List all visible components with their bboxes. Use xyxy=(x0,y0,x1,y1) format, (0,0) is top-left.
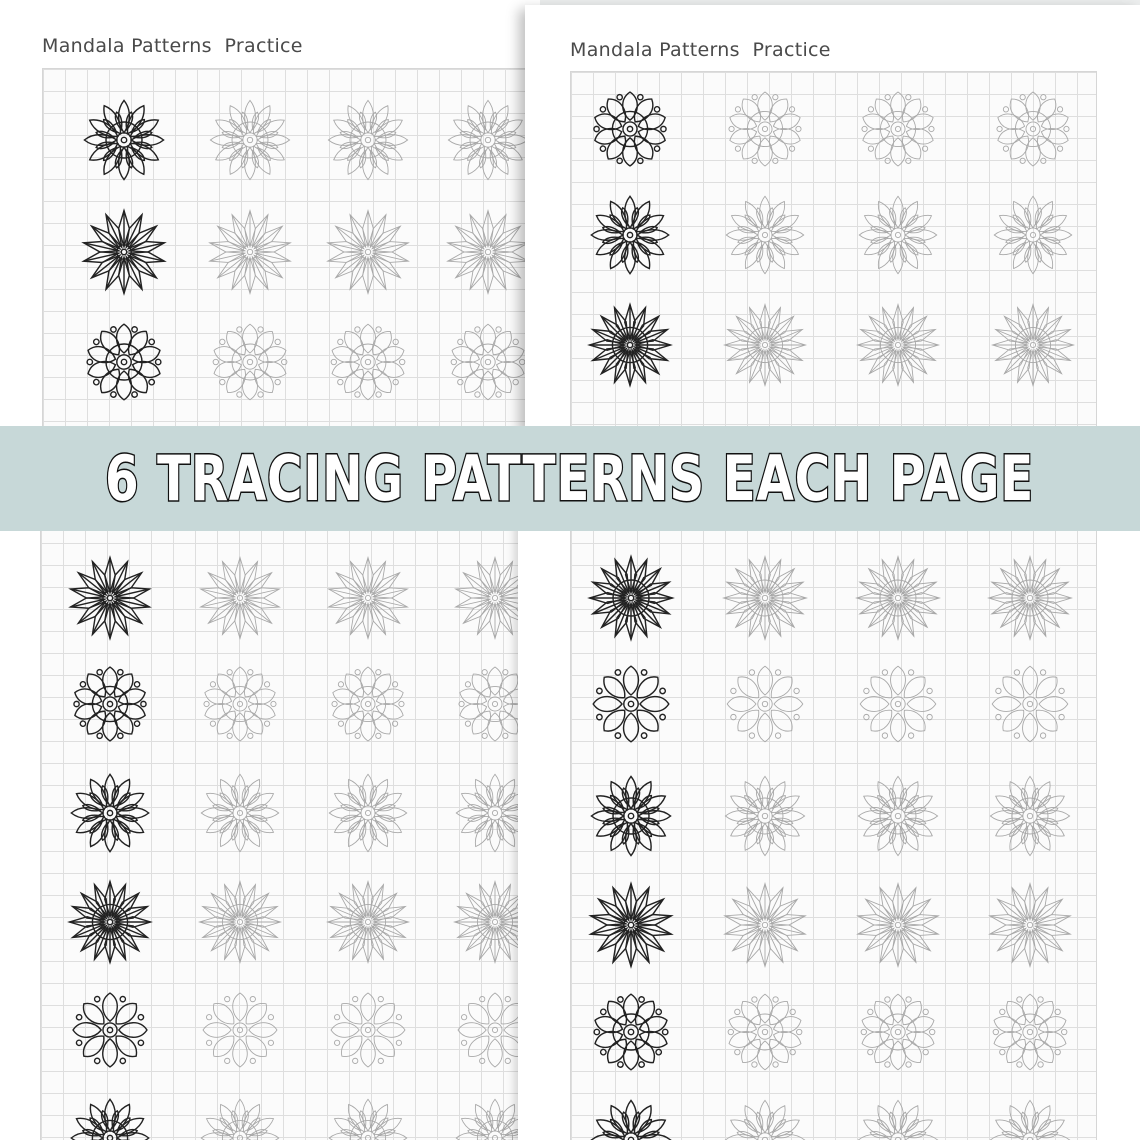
mandala-trace-petal-mandala xyxy=(985,553,1075,643)
mandala-trace-heart-mandala xyxy=(451,878,520,966)
mandala-example-petal-mandala xyxy=(66,769,154,857)
mandala-trace-star-mandala xyxy=(720,1095,810,1140)
mandala-example-heart-mandala xyxy=(586,85,674,173)
banner-text: 6 TRACING PATTERNS EACH PAGE xyxy=(105,442,1035,515)
mandala-trace-petal-mandala xyxy=(720,553,810,643)
mandala-example-compass-mandala xyxy=(586,771,676,861)
page-title: Mandala Patterns Practice xyxy=(42,35,303,57)
mandala-trace-petal-mandala xyxy=(451,769,520,857)
practice-page-bottom-left xyxy=(0,520,520,1140)
mandala-trace-heart-mandala xyxy=(720,659,810,749)
mandala-trace-flower-mandala xyxy=(196,554,284,642)
mandala-trace-lotus-mandala xyxy=(854,301,942,389)
mandala-trace-petal-mandala xyxy=(443,317,533,407)
mandala-trace-flower-mandala xyxy=(323,95,413,185)
mandala-trace-lotus-mandala xyxy=(720,880,810,970)
mandala-trace-lotus-mandala xyxy=(196,1094,284,1140)
mandala-trace-compass-mandala xyxy=(854,191,942,279)
mandala-trace-heart-mandala xyxy=(324,878,412,966)
mandala-trace-flower-mandala xyxy=(205,95,295,185)
mandala-trace-heart-mandala xyxy=(853,659,943,749)
mandala-trace-compass-mandala xyxy=(451,986,520,1074)
mandala-trace-compass-mandala xyxy=(853,771,943,861)
mandala-trace-flower-mandala xyxy=(720,987,810,1077)
mandala-trace-petal-mandala xyxy=(323,317,413,407)
mandala-trace-star-mandala xyxy=(443,207,533,297)
practice-page-top-right xyxy=(525,5,1140,430)
mandala-trace-compass-mandala xyxy=(324,986,412,1074)
page-title: Mandala Patterns Practice xyxy=(570,39,831,61)
mandala-example-star-mandala xyxy=(586,1095,676,1140)
mandala-trace-flower-mandala xyxy=(985,987,1075,1077)
mandala-trace-lotus-mandala xyxy=(853,880,943,970)
mandala-trace-star-mandala xyxy=(324,660,412,748)
mandala-example-flower-mandala xyxy=(66,554,154,642)
mandala-example-petal-mandala xyxy=(586,553,676,643)
mandala-trace-compass-mandala xyxy=(720,771,810,861)
mandala-trace-lotus-mandala xyxy=(451,1094,520,1140)
mandala-trace-heart-mandala xyxy=(989,85,1077,173)
mandala-example-star-mandala xyxy=(79,207,169,297)
mandala-trace-petal-mandala xyxy=(205,317,295,407)
mandala-example-heart-mandala xyxy=(586,659,676,749)
mandala-trace-heart-mandala xyxy=(196,878,284,966)
mandala-example-flower-mandala xyxy=(586,987,676,1077)
practice-page-top-left xyxy=(0,0,540,430)
mandala-trace-petal-mandala xyxy=(324,769,412,857)
mandala-trace-heart-mandala xyxy=(721,85,809,173)
mandala-example-flower-mandala xyxy=(79,95,169,185)
mandala-trace-heart-mandala xyxy=(854,85,942,173)
mandala-trace-petal-mandala xyxy=(853,553,943,643)
mandala-trace-flower-mandala xyxy=(443,95,533,185)
mandala-example-lotus-mandala xyxy=(586,301,674,389)
mandala-trace-compass-mandala xyxy=(989,191,1077,279)
mandala-trace-petal-mandala xyxy=(196,769,284,857)
mandala-trace-lotus-mandala xyxy=(324,1094,412,1140)
mandala-trace-flower-mandala xyxy=(324,554,412,642)
mandala-trace-flower-mandala xyxy=(853,987,943,1077)
mandala-trace-heart-mandala xyxy=(985,659,1075,749)
mandala-trace-star-mandala xyxy=(985,1095,1075,1140)
mandala-trace-compass-mandala xyxy=(196,986,284,1074)
mandala-example-lotus-mandala xyxy=(66,1094,154,1140)
mandala-trace-compass-mandala xyxy=(985,771,1075,861)
mandala-example-heart-mandala xyxy=(66,878,154,966)
mandala-trace-flower-mandala xyxy=(451,554,520,642)
mandala-example-compass-mandala xyxy=(586,191,674,279)
mandala-trace-compass-mandala xyxy=(721,191,809,279)
mandala-trace-star-mandala xyxy=(196,660,284,748)
mandala-trace-star-mandala xyxy=(853,1095,943,1140)
mandala-trace-lotus-mandala xyxy=(989,301,1077,389)
mandala-trace-star-mandala xyxy=(451,660,520,748)
mandala-trace-star-mandala xyxy=(205,207,295,297)
mandala-trace-lotus-mandala xyxy=(985,880,1075,970)
mandala-example-lotus-mandala xyxy=(586,880,676,970)
mandala-trace-lotus-mandala xyxy=(721,301,809,389)
mandala-example-compass-mandala xyxy=(66,986,154,1074)
mandala-trace-star-mandala xyxy=(323,207,413,297)
headline-banner xyxy=(0,426,1140,531)
mandala-example-petal-mandala xyxy=(79,317,169,407)
practice-page-bottom-right xyxy=(518,520,1140,1140)
mandala-example-star-mandala xyxy=(66,660,154,748)
